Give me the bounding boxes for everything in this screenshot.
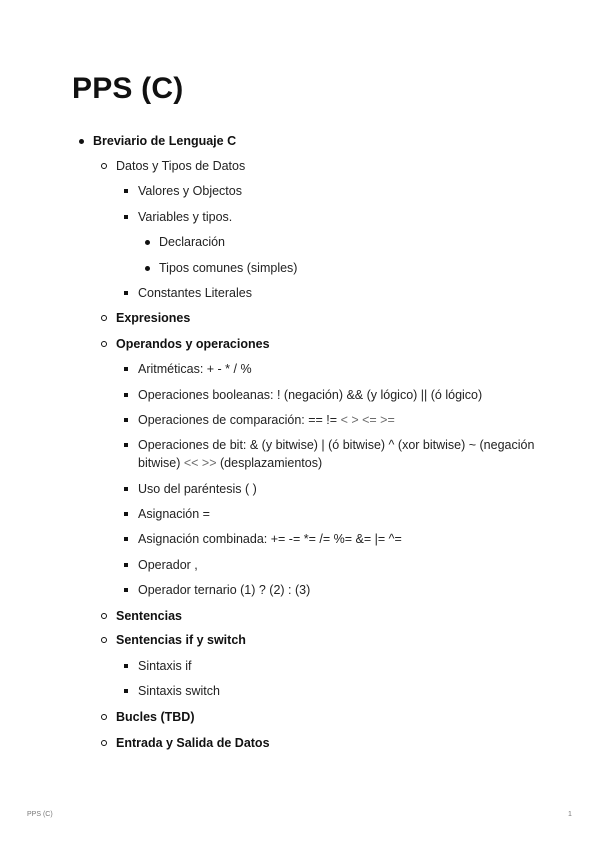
list-item-label: Expresiones — [116, 311, 191, 325]
list-item-label: Operador ternario (1) ? (2) : (3) — [138, 583, 311, 597]
list-item-constantes-literales — [138, 284, 252, 302]
list-item-sentencias-if-switch — [116, 631, 246, 649]
square-bullet-icon — [122, 581, 132, 599]
list-item-datos-tipos — [116, 157, 245, 175]
circle-bullet-icon — [100, 631, 110, 649]
list-item-booleanas — [138, 386, 482, 404]
list-item-sentencias — [116, 607, 182, 625]
list-item-entrada-salida — [116, 734, 270, 752]
square-bullet-icon — [122, 386, 132, 404]
square-bullet-icon — [122, 682, 132, 700]
list-item-label: Operador , — [138, 558, 198, 572]
list-item-bucles — [116, 708, 194, 726]
footer-page-number: 1 — [568, 811, 572, 818]
list-item-aritmeticas — [138, 360, 252, 378]
shift-operators: << >> — [183, 456, 217, 470]
list-item-label: Variables y tipos. — [138, 210, 233, 224]
list-item-label: Aritméticas: + - * / % — [138, 362, 252, 376]
list-item-parentesis — [138, 480, 257, 498]
list-item-label: Valores y Objectos — [138, 184, 242, 198]
list-item-label: Entrada y Salida de Datos — [116, 736, 270, 750]
list-item-comparacion — [138, 411, 395, 429]
square-bullet-icon — [122, 182, 132, 200]
disc-bullet-icon — [77, 132, 87, 150]
circle-bullet-icon — [100, 607, 110, 625]
list-item-tipos-comunes — [159, 259, 297, 277]
list-item-expresiones — [116, 309, 190, 327]
circle-bullet-icon — [100, 309, 110, 327]
list-item-label: Operaciones de bit: & (y bitwise) | (ó bitwise) ^ (xor bitwise) ~ (negación — [138, 438, 535, 452]
square-bullet-icon — [122, 360, 132, 378]
list-item-label: Operaciones de comparación: == != — [138, 413, 341, 427]
list-item-operandos — [116, 335, 270, 353]
list-item-operador-ternario — [138, 581, 310, 599]
list-item-bit-ops — [138, 436, 538, 472]
comparison-operators: < > <= >= — [340, 413, 395, 427]
list-item-label: Breviario de Lenguaje C — [93, 134, 237, 148]
square-bullet-icon — [122, 480, 132, 498]
square-bullet-icon — [122, 208, 132, 226]
list-item-asignacion — [138, 505, 210, 523]
list-item-label: Declaración — [159, 235, 226, 249]
disc-bullet-icon — [143, 259, 153, 277]
list-item-operador-coma — [138, 556, 198, 574]
list-item-label: Operaciones booleanas: ! (negación) && (y lógico) || (ó lógico) — [138, 388, 483, 402]
list-item-label: Sintaxis switch — [138, 684, 220, 698]
list-item-asignacion-combinada — [138, 530, 402, 548]
disc-bullet-icon — [143, 233, 153, 251]
page-title: PPS (C) — [72, 72, 184, 105]
circle-bullet-icon — [100, 734, 110, 752]
list-item-label: Constantes Literales — [138, 286, 252, 300]
list-item-valores-objectos — [138, 182, 242, 200]
list-item-sintaxis-if — [138, 657, 192, 675]
list-item-declaracion — [159, 233, 225, 251]
list-item-label: Datos y Tipos de Datos — [116, 159, 246, 173]
list-item-label: Sentencias — [116, 609, 183, 623]
square-bullet-icon — [122, 411, 132, 429]
square-bullet-icon — [122, 505, 132, 523]
list-item-sintaxis-switch — [138, 682, 220, 700]
list-item-breviario — [93, 132, 236, 150]
square-bullet-icon — [122, 530, 132, 548]
circle-bullet-icon — [100, 335, 110, 353]
circle-bullet-icon — [100, 708, 110, 726]
list-item-label-continuation: bitwise) — [138, 456, 184, 470]
list-item-label: Operandos y operaciones — [116, 337, 270, 351]
square-bullet-icon — [122, 284, 132, 302]
list-item-label-suffix: (desplazamientos) — [216, 456, 323, 470]
square-bullet-icon — [122, 556, 132, 574]
list-item-label: Sentencias if y switch — [116, 633, 246, 647]
circle-bullet-icon — [100, 157, 110, 175]
list-item-label: Sintaxis if — [138, 659, 192, 673]
list-item-variables-tipos — [138, 208, 232, 226]
footer-document-title: PPS (C) — [27, 811, 53, 818]
list-item-label: Asignación = — [138, 507, 210, 521]
list-item-label: Bucles (TBD) — [116, 710, 195, 724]
square-bullet-icon — [122, 436, 132, 454]
list-item-label: Asignación combinada: += -= *= /= %= &= |= ^= — [138, 532, 402, 546]
list-item-label: Uso del paréntesis ( ) — [138, 482, 257, 496]
list-item-label: Tipos comunes (simples) — [159, 261, 298, 275]
square-bullet-icon — [122, 657, 132, 675]
